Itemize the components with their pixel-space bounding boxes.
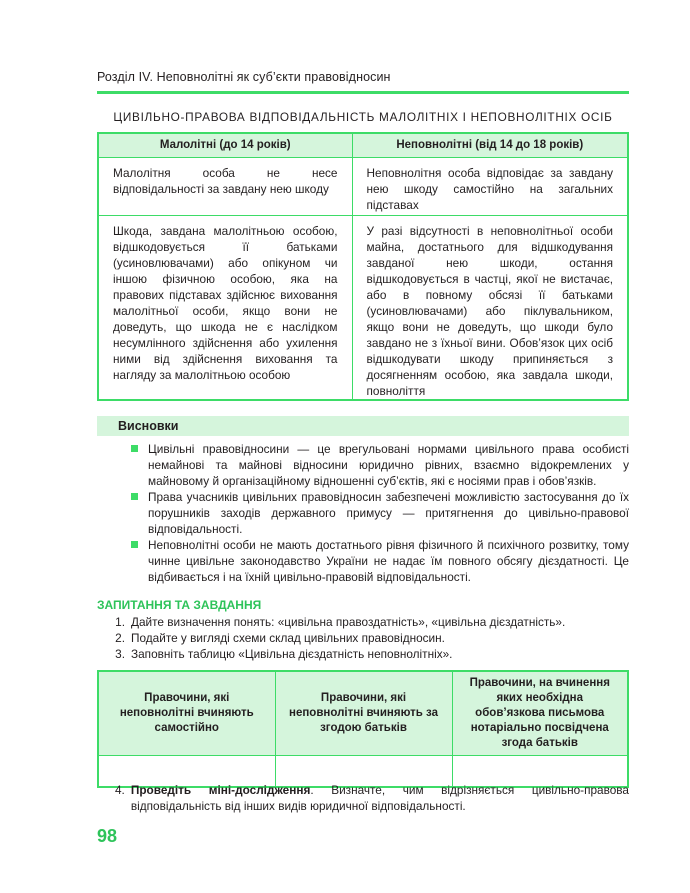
table-row	[98, 157, 628, 215]
table-cell: У разі відсутності в неповнолітньої особи майна, достатнього для відшкодування завданої нею шкоди, остання відшкодовується в частці, якої не вистачає, або в повному обсязі її батьками (усиновлювачами) або піклувальником, якщо вони не доведуть, що шкоди було завдано не з їхньої вини. Обов’язок цих осіб відшкодувати шкоду припиняється з досягненням особою, яка завдала шкоди, повноліття	[352, 215, 628, 400]
list-item: Цивільні правовідносини — це врегульовані нормами цивільного права особисті немайнові та майнові відносини юридично рівних, взаємно відокремлених у майновому й організаційному відношенні суб’єктів, які є носіями прав і обов’язків.	[131, 441, 629, 489]
square-bullet-icon	[131, 445, 138, 452]
list-item: Права учасників цивільних правовідносин забезпечені можливістю застосування до їх порушників заходів державного примусу — притягнення до цивільно-правової відповідальності.	[131, 489, 629, 537]
table-cell: Шкода, завдана малолітньою особою, відшкодовується її батьками (усиновлювачами) або опікуном чи іншою фізичною особою, яка на правових підставах здійснює виховання малолітньої особи, якщо вони не доведуть, що шкода не є наслідком несумлінного здійснення або ухилення ними від здійснення виховання та нагляду за малолітньою особою	[98, 215, 352, 400]
list-item: 2. Подайте у вигляді схеми склад цивільних правовідносин.	[115, 631, 445, 645]
capacity-table	[97, 670, 629, 788]
table-cell: Малолітня особа не несе відповідальності за завдану нею шкоду	[98, 157, 352, 215]
liability-table	[97, 132, 629, 401]
conclusions-title: Висновки	[118, 419, 179, 433]
header-divider	[97, 91, 629, 94]
conclusions-list	[131, 441, 629, 585]
column-header-notarized-consent: Правочини, на вчинення яких необхідна обов’язкова письмова нотаріально посвідчена згода батьків	[452, 671, 628, 756]
task-4: 4. Проведіть міні-дослідження. Визначте, чим відрізняється цивільно-правова відповідальність від інших видів юридичної відповідальності.	[115, 783, 629, 813]
list-item: Неповнолітні особи не мають достатнього рівня фізичного й психічного розвитку, тому чинне цивільне законодавство України не надає їм повного обсягу дієздатності. Це відбивається і на їхній цивільно-правовій відповідальності.	[131, 537, 629, 585]
column-header-minors: Малолітні (до 14 років)	[98, 133, 352, 157]
task-4-emphasis: Проведіть міні-дослідження	[130, 783, 311, 797]
column-header-independent: Правочини, які неповнолітні вчиняють самостійно	[98, 671, 275, 756]
list-item: 1. Дайте визначення понять: «цивільна правоздатність», «цивільна дієздатність».	[115, 615, 566, 629]
square-bullet-icon	[131, 493, 138, 500]
column-header-juveniles: Неповнолітні (від 14 до 18 років)	[352, 133, 628, 157]
section-header: Розділ IV. Неповнолітні як суб’єкти правовідносин	[97, 70, 391, 84]
liability-table-title: ЦИВІЛЬНО-ПРАВОВА ВІДПОВІДАЛЬНІСТЬ МАЛОЛІТНІХ І НЕПОВНОЛІТНІХ ОСІБ	[113, 110, 613, 124]
capacity-table-header-row	[98, 671, 628, 756]
tasks-list	[115, 614, 629, 662]
column-header-parental-consent: Правочини, які неповнолітні вчиняють за згодою батьків	[275, 671, 452, 756]
square-bullet-icon	[131, 541, 138, 548]
tasks-heading: ЗАПИТАННЯ ТА ЗАВДАННЯ	[97, 598, 262, 612]
liability-table-header-row	[98, 133, 628, 157]
table-cell: Неповнолітня особа відповідає за завдану нею шкоду самостійно на загальних підставах	[352, 157, 628, 215]
table-row	[98, 215, 628, 400]
page-number: 98	[97, 826, 118, 846]
list-item: 3. Заповніть таблицю «Цивільна дієздатність неповнолітніх».	[115, 647, 453, 661]
